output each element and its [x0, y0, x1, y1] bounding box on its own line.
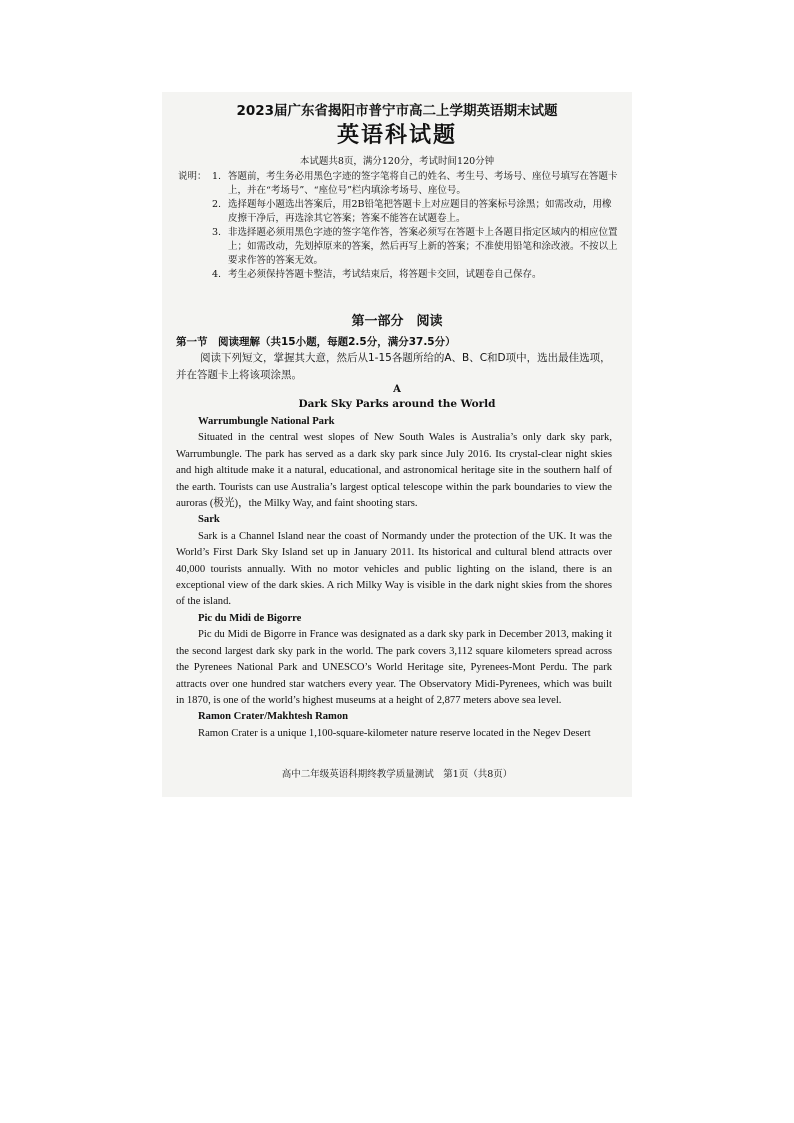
instruction-number: 2.	[212, 199, 222, 210]
passage-title: Dark Sky Parks around the World	[298, 398, 496, 410]
passage-letter: A	[393, 384, 401, 395]
instruction-item	[178, 198, 618, 226]
instruction-text: 选择题每小题选出答案后，用2B铅笔把答题卡上对应题目的答案标号涂黑；如需改动，用橡皮擦干净后，再选涂其它答案；答案不能答在试题卷上。	[228, 199, 612, 224]
instruction-text: 考生必须保持答题卡整洁，考试结束后，将答题卡交回，试题卷自己保存。	[228, 269, 542, 280]
page-footer: 高中二年级英语科期终教学质量测试 第1页（共8页）	[281, 769, 513, 780]
section-title: 第一节 阅读理解（共15小题，每题2.5分，满分37.5分）	[176, 336, 456, 348]
instruction-item	[178, 170, 618, 198]
passage-body	[176, 414, 612, 742]
instruction-text: 非选择题必须用黑色字迹的签字笔作答，答案必须写在答题卡上各题目指定区域内的相应位置上；如需改动，先划掉原来的答案，然后再写上新的答案；不准使用铅笔和涂改液。不按以上要求作答的答案无效。	[228, 227, 618, 266]
instructions	[178, 170, 618, 282]
passage-paragraph: Situated in the central west slopes of New South Wales is Australia’s only dark sky park, Warrumbungle. The park has served as a dark sky park since July 2016. Its crystal-clear night skies and high altitude make it a natural, educational, and astronomical heritage site in the southern half of the earth. Tourists can use Australia’s largest optical telescope within the park boundaries to view the auroras (极光)，the Milky Way, and faint shooting stars.	[176, 432, 612, 510]
instruction-item	[178, 268, 618, 282]
instruction-number: 1.	[212, 171, 222, 182]
instruction-text: 答题前，考生务必用黑色字迹的签字笔将自己的姓名、考生号、考场号、座位号填写在答题卡上，并在“考场号”、“座位号”栏内填涂考场号、座位号。	[228, 171, 618, 196]
passage-heading: Warrumbungle National Park	[198, 416, 335, 427]
passage-heading: Sark	[198, 514, 220, 526]
section-directions: 阅读下列短文，掌握其大意，然后从1-15各题所给的A、B、C和D项中，选出最佳选项，并在答题卡上将该项涂黑。	[176, 352, 611, 381]
instructions-label: 说明：	[178, 171, 207, 182]
instruction-number: 4.	[212, 269, 222, 280]
passage-heading: Pic du Midi de Bigorre	[198, 612, 302, 624]
passage-paragraph: Sark is a Channel Island near the coast of Normandy under the protection of the UK. It was the World’s First Dark Sky Island set up in January 2011. Its historical and cultural blend attracts over 40,000 tourists annually. With no motor vehicles and public lighting on the island, there is an exceptional view of the dark skies. A rich Milky Way is visible in the dark night skies from the shores of the island.	[176, 530, 612, 608]
exam-meta: 本试题共8页，满分120分，考试时间120分钟	[299, 156, 495, 167]
part-title: 第一部分 阅读	[351, 314, 443, 329]
passage-paragraph: Ramon Crater is a unique 1,100-square-kilometer nature reserve located in the Negev Desert	[198, 727, 591, 739]
instruction-item	[178, 226, 618, 268]
passage-paragraph: Pic du Midi de Bigorre in France was designated as a dark sky park in December 2013, making it the second largest dark sky park in the world. The park covers 3,112 square kilometers spread across the Pyrenees National Park and UNESCO’s World Heritage site, Pyrenees-Mont Perdu. The park attracts over one hundred star watchers every year. The Observatory Midi-Pyrenees, which was built in 1870, is one of the world’s highest museums at a height of 2,877 meters above sea level.	[176, 629, 612, 706]
passage-heading: Ramon Crater/Makhtesh Ramon	[198, 711, 349, 723]
instruction-number: 3.	[212, 227, 222, 238]
subject-title: 英语科试题	[336, 122, 457, 148]
exam-title: 2023届广东省揭阳市普宁市高二上学期英语期末试题	[236, 103, 558, 119]
